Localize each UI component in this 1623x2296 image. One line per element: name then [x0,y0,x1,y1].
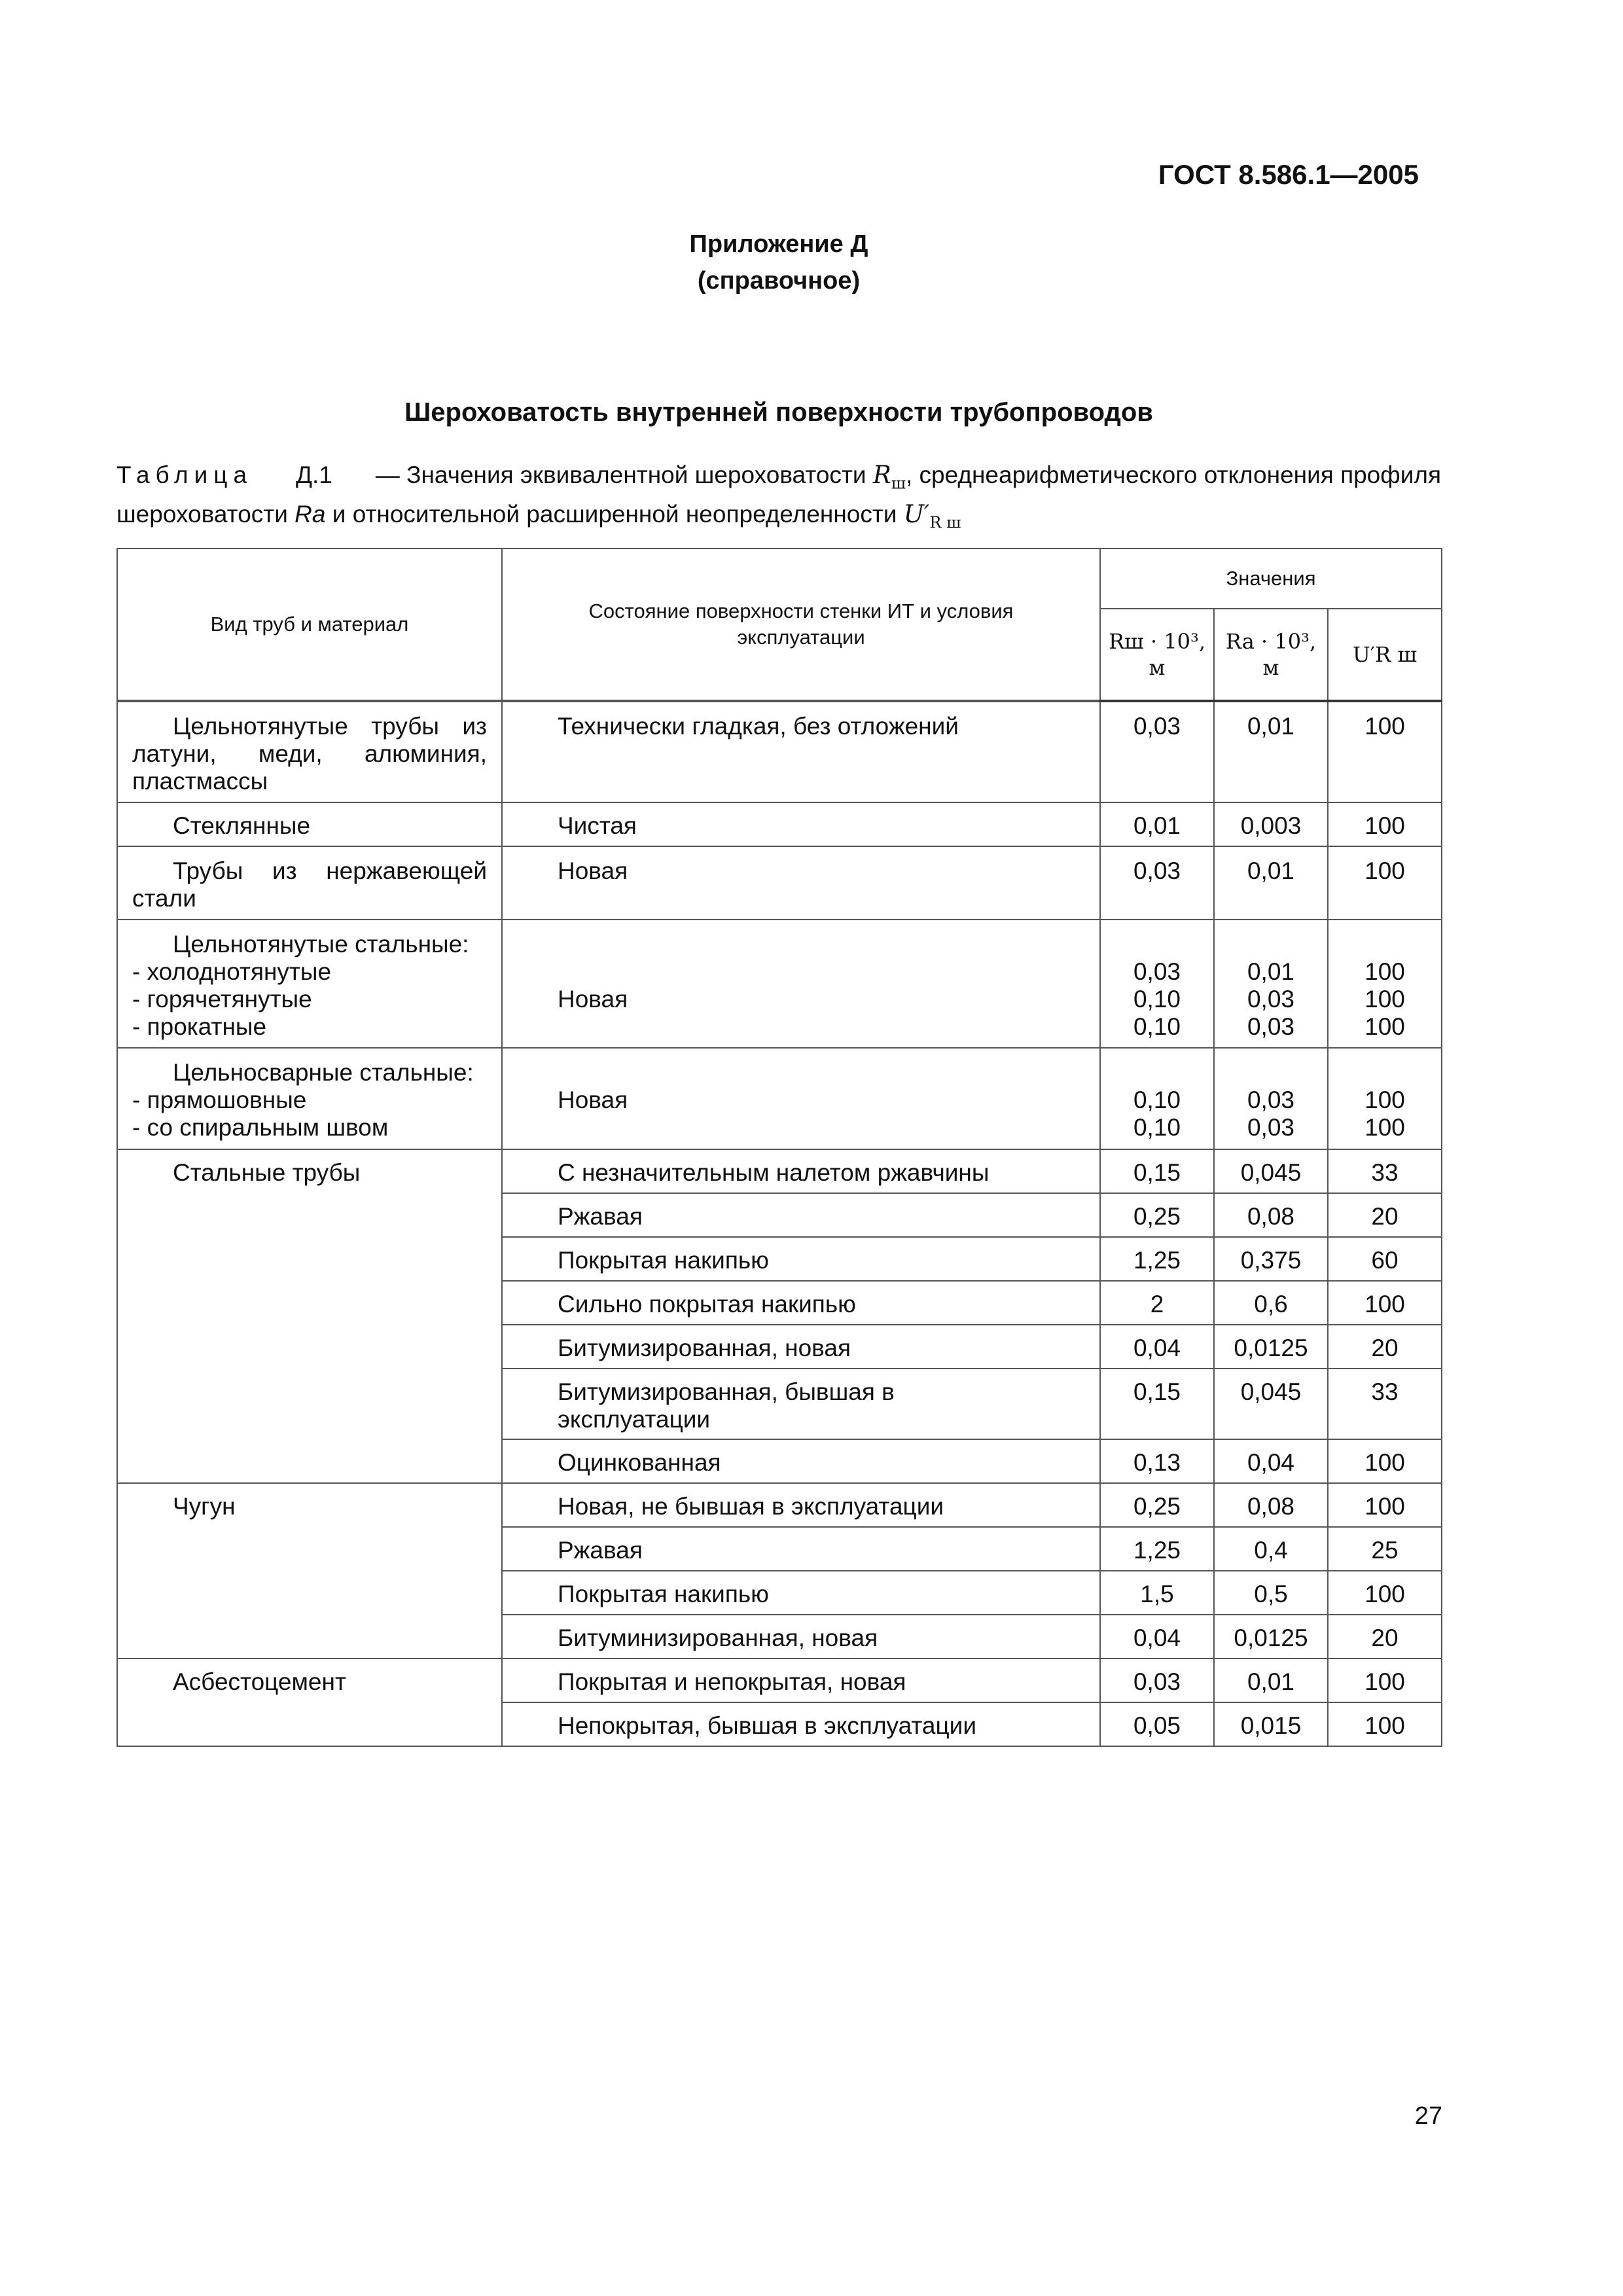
caption-number: Д.1 [296,461,332,488]
cell-ra: 0,6 [1214,1281,1328,1325]
cell-ra: 0,045 [1214,1369,1328,1439]
cell-r [1100,920,1214,1048]
cell-u: 100 [1328,1702,1442,1746]
value: 100 [1364,958,1405,985]
cell-r [1100,1048,1214,1149]
symbol-r [872,461,906,493]
caption-text-part1: — Значения эквивалентной шероховатости [375,461,866,488]
cell-u: 100 [1328,1571,1442,1615]
cell-condition: Покрытая и непокрытая, новая [502,1659,1100,1702]
cell-u: 100 [1328,1659,1442,1702]
material-text: Стальные трубы [173,1159,361,1186]
cell-material [117,1483,502,1659]
section-title: Шероховатость внутренней поверхности трубопроводов [404,398,1153,427]
header-col-r [1100,609,1214,701]
material-heading: Цельносварные стальные: [173,1059,474,1086]
cell-ra: 0,4 [1214,1527,1328,1571]
cell-condition: Чистая [502,802,1100,846]
cell-r: 1,25 [1100,1237,1214,1281]
cell-u: 33 [1328,1369,1442,1439]
table-body [117,701,1442,1746]
caption-label: Таблица [116,461,253,488]
cell-u: 25 [1328,1527,1442,1571]
value: 0,10 [1133,1013,1181,1040]
caption-text-part2: , среднеарифметического отклонения профиля [906,461,1441,488]
value: 0,10 [1133,1086,1181,1113]
caption-line-2 [116,499,1441,538]
cell-r: 1,25 [1100,1527,1214,1571]
table-row [117,1149,1442,1193]
value: 0,03 [1247,1013,1294,1040]
cell-ra: 0,375 [1214,1237,1328,1281]
symbol-u-sub: R ш [929,513,961,532]
cell-condition: Битумизированная, новая [502,1325,1100,1369]
cell-material [117,1149,502,1483]
table-row [117,1048,1442,1149]
cell-condition: Оцинкованная [502,1439,1100,1483]
cell-r: 0,15 [1100,1369,1214,1439]
cell-r: 0,15 [1100,1149,1214,1193]
value: 0,03 [1247,986,1294,1013]
header-col-r-symbol: Rш · 10³, [1108,629,1206,654]
cell-condition: Битумизированная, бывшая в эксплуатации [502,1369,1100,1439]
cell-material [117,701,502,802]
cell-condition: Покрытая накипью [502,1237,1100,1281]
cell-material [117,802,502,846]
cell-u: 100 [1328,701,1442,802]
cell-r: 0,03 [1100,1659,1214,1702]
value: 0,03 [1133,958,1181,985]
cell-r: 0,04 [1100,1325,1214,1369]
cell-material [117,920,502,1048]
table-row [117,920,1442,1048]
table-row [117,802,1442,846]
material-item: - горячетянутые [132,986,312,1013]
symbol-r-sub: ш [891,474,906,493]
caption-line-1 [116,459,1441,499]
table-caption [116,459,1441,539]
cell-u: 100 [1328,1483,1442,1527]
cell-ra: 0,01 [1214,846,1328,920]
material-item: - холоднотянутые [132,958,332,985]
value: 0,01 [1247,958,1294,985]
header-col-ra-symbol: Ra · 10³, [1225,629,1317,654]
cell-ra [1214,1048,1328,1149]
cell-r: 0,25 [1100,1193,1214,1237]
header-col-u: U′R ш [1328,609,1442,701]
caption-text-1 [376,459,1441,499]
material-item: - прокатные [132,1013,267,1040]
cell-u: 100 [1328,1439,1442,1483]
cell-ra: 0,0125 [1214,1325,1328,1369]
document-code: ГОСТ 8.586.1—2005 [1158,159,1419,190]
symbol-u-main: U′ [903,500,930,529]
material-text: Чугун [173,1493,236,1520]
header-col-r-unit: м [1149,655,1166,680]
page-number: 27 [1414,2102,1442,2130]
cell-u: 33 [1328,1149,1442,1193]
cell-u: 100 [1328,802,1442,846]
material-text: Стеклянные [173,812,311,839]
cell-ra: 0,015 [1214,1702,1328,1746]
table-row [117,1659,1442,1702]
cell-u: 20 [1328,1615,1442,1659]
cell-r: 0,04 [1100,1615,1214,1659]
value: 100 [1364,1013,1405,1040]
cell-u: 20 [1328,1325,1442,1369]
cell-material [117,1048,502,1149]
cell-condition: Технически гладкая, без отложений [502,701,1100,802]
table-row [117,846,1442,920]
cell-condition: Покрытая накипью [502,1571,1100,1615]
cell-r: 0,03 [1100,701,1214,802]
cell-condition: Новая [502,846,1100,920]
material-heading: Цельнотянутые стальные: [173,931,469,958]
cell-r: 0,05 [1100,1702,1214,1746]
cell-ra: 0,003 [1214,802,1328,846]
cell-ra: 0,08 [1214,1193,1328,1237]
cell-ra: 0,5 [1214,1571,1328,1615]
value: 100 [1364,1114,1405,1141]
cell-u: 60 [1328,1237,1442,1281]
cell-condition: Новая [502,1048,1100,1149]
cell-condition: Битуминизированная, новая [502,1615,1100,1659]
cell-material [117,846,502,920]
cell-ra: 0,08 [1214,1483,1328,1527]
cell-r: 2 [1100,1281,1214,1325]
cell-ra: 0,01 [1214,701,1328,802]
cell-condition: Ржавая [502,1193,1100,1237]
value: 0,03 [1247,1114,1294,1141]
value: 0,10 [1133,986,1181,1013]
material-item: - со спиральным швом [132,1114,389,1141]
symbol-ra: Ra [294,501,326,528]
cell-material [117,1659,502,1746]
cell-r: 1,5 [1100,1571,1214,1615]
cell-condition: Непокрытая, бывшая в эксплуатации [502,1702,1100,1746]
roughness-table [116,548,1442,1747]
material-text: Цельнотянутые трубы из латуни, меди, алюминия, пластмассы [132,713,487,795]
material-text: Асбестоцемент [173,1668,346,1695]
cell-ra: 0,04 [1214,1439,1328,1483]
caption-text-line2b: и относительной расширенной неопределенности [332,501,897,528]
value: 0,03 [1247,1086,1294,1113]
cell-u [1328,1048,1442,1149]
header-material: Вид труб и материал [117,548,502,701]
cell-condition: С незначительным налетом ржавчины [502,1149,1100,1193]
symbol-r-main: R [872,461,891,489]
cell-u: 20 [1328,1193,1442,1237]
material-item: - прямошовные [132,1086,307,1113]
cell-condition: Сильно покрытая накипью [502,1281,1100,1325]
cell-condition: Новая, не бывшая в эксплуатации [502,1483,1100,1527]
caption-text-line2a: шероховатости [116,501,288,528]
header-col-ra-unit: м [1262,655,1279,680]
cell-condition: Ржавая [502,1527,1100,1571]
cell-r: 0,03 [1100,846,1214,920]
cell-r: 0,01 [1100,802,1214,846]
symbol-u [903,500,961,532]
header-col-ra [1214,609,1328,701]
cell-ra: 0,01 [1214,1659,1328,1702]
table-row [117,701,1442,802]
cell-u: 100 [1328,846,1442,920]
annex-title: Приложение Д [689,230,868,258]
cell-condition: Новая [502,920,1100,1048]
table-row [117,1483,1442,1527]
value: 0,10 [1133,1114,1181,1141]
header-values: Значения [1100,548,1442,609]
table-header [117,548,1442,701]
cell-r: 0,13 [1100,1439,1214,1483]
cell-u: 100 [1328,1281,1442,1325]
cell-r: 0,25 [1100,1483,1214,1527]
value: 100 [1364,986,1405,1013]
annex-type: (справочное) [697,267,861,295]
cell-ra: 0,0125 [1214,1615,1328,1659]
header-condition: Состояние поверхности стенки ИТ и условия эксплуатации [502,548,1100,701]
material-text: Трубы из нержавеющей стали [132,857,487,912]
cell-u [1328,920,1442,1048]
cell-ra [1214,920,1328,1048]
cell-ra: 0,045 [1214,1149,1328,1193]
value: 100 [1364,1086,1405,1113]
